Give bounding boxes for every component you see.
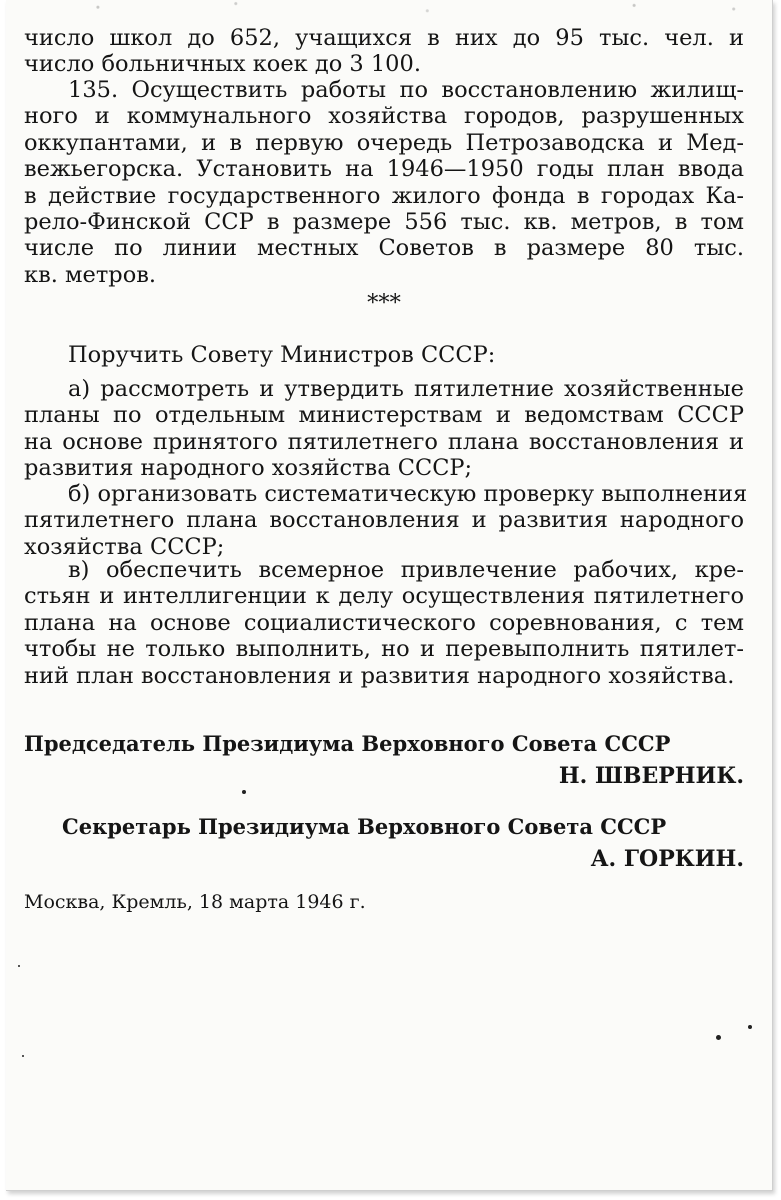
text-line: число больничных коек до 3 100. <box>24 51 421 78</box>
signature-name: А. ГОРКИН. <box>590 846 744 872</box>
text-line: чтобы не только выполнить, но и перевыполнить пятилет- <box>24 636 744 663</box>
signature-name-secretary-wrap <box>24 846 744 873</box>
text-line: кв. метров. <box>24 261 157 288</box>
signature-block-secretary <box>62 813 744 839</box>
separator-stars: *** <box>367 290 401 316</box>
text-line: плана на основе социалистического соревнования, с тем <box>24 609 744 636</box>
text-line: рело-Финской ССР в размере 556 тыс. кв. метров, в том <box>24 208 744 235</box>
document-page <box>6 0 773 1191</box>
instruction-item-v <box>24 557 744 689</box>
text-line: стьян и интеллигенции к делу осуществления пятилетнего <box>24 583 744 610</box>
section-separator <box>24 290 744 316</box>
signature-name: Н. ШВЕРНИК. <box>558 763 744 789</box>
place-date: Москва, Кремль, 18 марта 1946 г. <box>24 891 366 913</box>
instruction-item-a <box>24 376 744 482</box>
text-line: б) организовать систематическую проверку выполнения <box>68 481 748 507</box>
text-line: в действие государственного жилого фонда в городах Ка- <box>24 182 744 209</box>
text-line: на основе принятого пятилетнего плана восстановления и <box>24 428 744 455</box>
text-line: ного и коммунального хозяйства городов, разрушенных <box>24 103 744 130</box>
text-line: ний план восстановления и развития народного хозяйства. <box>24 662 735 689</box>
scan-speck <box>22 1055 24 1057</box>
scan-speck <box>18 965 20 967</box>
scan-speck <box>716 1035 721 1040</box>
signature-block-chairman <box>24 730 744 756</box>
text-line: оккупантами, и в первую очередь Петрозаводска и Мед- <box>24 129 744 156</box>
text-line: Поручить Совету Министров СССР: <box>68 342 496 368</box>
text-line: развития народного хозяйства СССР; <box>24 455 473 482</box>
text-line: хозяйства СССР; <box>24 533 225 560</box>
paragraph-134-tail <box>24 25 744 78</box>
text-line: число школ до 652, учащихся в них до 95 тыс. чел. и <box>24 25 744 51</box>
text-line: планы по отдельным министерствам и ведомствам СССР <box>24 402 744 429</box>
signature-name-chairman-wrap <box>24 763 744 790</box>
text-line: в) обеспечить всемерное привлечение рабочих, кре- <box>68 557 744 583</box>
scan-noise <box>6 0 772 18</box>
paragraph-135 <box>24 77 744 288</box>
text-line: числе по линии местных Советов в размере 80 тыс. <box>24 235 744 262</box>
text-line: 135. Осуществить работы по восстановлению жилищ- <box>68 77 744 103</box>
instruction-item-b <box>24 481 748 560</box>
instruction-intro <box>24 342 744 368</box>
signature-title: Председатель Президиума Верховного Совета СССР <box>24 731 671 756</box>
scan-speck <box>748 1025 752 1029</box>
text-line: пятилетнего плана восстановления и развития народного <box>24 507 744 534</box>
text-line: а) рассмотреть и утвердить пятилетние хозяйственные <box>68 376 744 402</box>
text-line: вежьегорска. Установить на 1946—1950 годы план ввода <box>24 156 744 183</box>
place-date-block <box>24 889 744 915</box>
signature-title: Секретарь Президиума Верховного Совета СССР <box>62 814 667 839</box>
scan-speck <box>242 790 246 794</box>
